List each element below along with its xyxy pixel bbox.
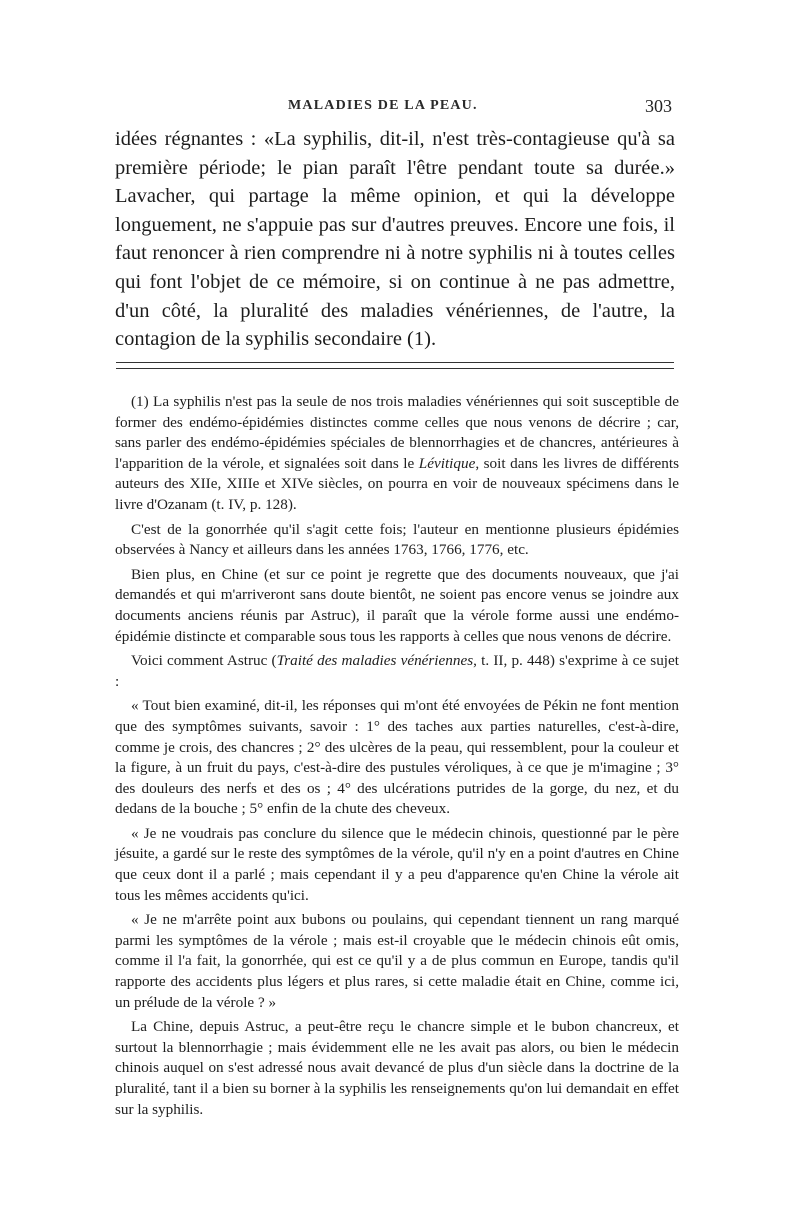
footnote-paragraph-6: « Je ne voudrais pas conclure du silence que le médecin chinois, questionné par le père jésuite, a gardé sur le reste des symptômes de la vérole, qu'il n'y en a point d'autres en Chine que ceux dont il a parlé ; mais cependant il y a peu d'apparence qu'en Chine la vérole ait tous les mêmes accidents qu'ici. [115,824,679,904]
footnote-p1-italic: Lévitique [418,454,476,472]
footnote-rule-bottom [116,368,674,369]
footnote-paragraph-3: Bien plus, en Chine (et sur ce point je regrette que des documents nouveaux, que j'ai demandés et qui m'arriveront sans doute bientôt, ne soient pas encore venus se joindre aux documents anciens réunis par Astruc), il paraît que la vérole forme aussi une endémo-épidémie distincte et comparable sous tous les rapports à celles que nous venons de décrire. [115,565,679,645]
footnote-p4-text-a: Voici comment Astruc ( [131,652,277,670]
footnote-paragraph-7: « Je ne m'arrête point aux bubons ou poulains, qui cependant tiennent un rang marqué parmi les symptômes de la vérole ; mais est-il croyable que le médecin chinois eût omis, comme il l'a fait, la gonorrhée, qui est ce qu'il y a de plus commun en Europe, tandis qu'il rapporte des accidents plus légers et plus rares, si cette maladie était en Chine, comme ici, un prélude de la vérole ? » [115,911,679,1011]
footnote-p1-text-a: (1) La syphilis n'est pas la seule de nos trois maladies vénériennes qui soit susceptible de former des endémo-épidémies distinctes comme celles que nous venons de décrire ; car, sans parler des endémo-épidémies spéciales de blennorrhagies et de chancres, antérieures à l'apparition de la vérole, et signalées soit dans le [115,393,679,472]
footnote-p4-text-b: , t. II, p. 448) s'exprime à ce sujet : [115,652,679,690]
footnote-p1-text-b: , soit dans les livres de différents auteurs des XIIe, XIIIe et XIVe siècles, on pourra en voir de nouveaux spécimens dans le livre d'Ozanam (t. IV, p. 128). [115,454,679,513]
running-head [0,96,800,118]
running-title: MALADIES DE LA PEAU. [288,98,478,113]
footnote-rule-top [116,362,674,363]
page-number: 303 [645,96,672,116]
footnote-paragraph-5: « Tout bien examiné, dit-il, les réponses qui m'ont été envoyées de Pékin ne font mention que des symptômes suivants, savoir : 1° des taches aux parties naturelles, c'est-à-dire, comme je crois, des chancres ; 2° des ulcères de la peau, qui ressemblent, pour la couleur et la figure, à un fruit du pays, c'est-à-dire des pustules véroliques, à ce que je m'imagine ; 3° des douleurs des nerfs et des os ; 4° des ulcérations putrides de la gorge, du nez, et du dedans de la bouche ; 5° enfin de la chute des cheveux. [115,697,679,818]
footnote-paragraph-4 [115,651,679,692]
footnote-paragraph-1 [115,392,679,516]
footnote [115,392,679,1124]
footnote-paragraph-2: C'est de la gonorrhée qu'il s'agit cette fois; l'auteur en mentionne plusieurs épidémies observées à Nancy et ailleurs dans les années 1763, 1766, 1776, etc. [115,520,679,559]
footnote-paragraph-8: La Chine, depuis Astruc, a peut-être reçu le chancre simple et le bubon chancreux, et surtout la blennorrhagie ; mais évidemment elle ne les avait pas alors, ou bien le médecin chinois auquel on s'est adressé nous avait devancé de plus d'un siècle dans la doctrine de la pluralité, tant il a bien su borner à la syphilis les renseignements qu'on lui demandait en effet sur la syphilis. [115,1018,679,1118]
main-text [115,125,675,354]
main-paragraph: idées régnantes : «La syphilis, dit-il, n'est très-contagieuse qu'à sa première période; le pian paraît l'être pendant toute sa durée.» Lavacher, qui partage la même opinion, et qui la développe longuement, ne s'appuie pas sur d'autres preuves. Encore une fois, il faut renoncer à rien comprendre ni à notre syphilis ni à toutes celles qui font l'objet de ce mémoire, si on continue à ne pas admettre, d'un côté, la pluralité des maladies vénériennes, de l'autre, la contagion de la syphilis secondaire (1). [115,128,675,351]
footnote-p4-italic: Traité des maladies vénériennes [276,652,474,670]
